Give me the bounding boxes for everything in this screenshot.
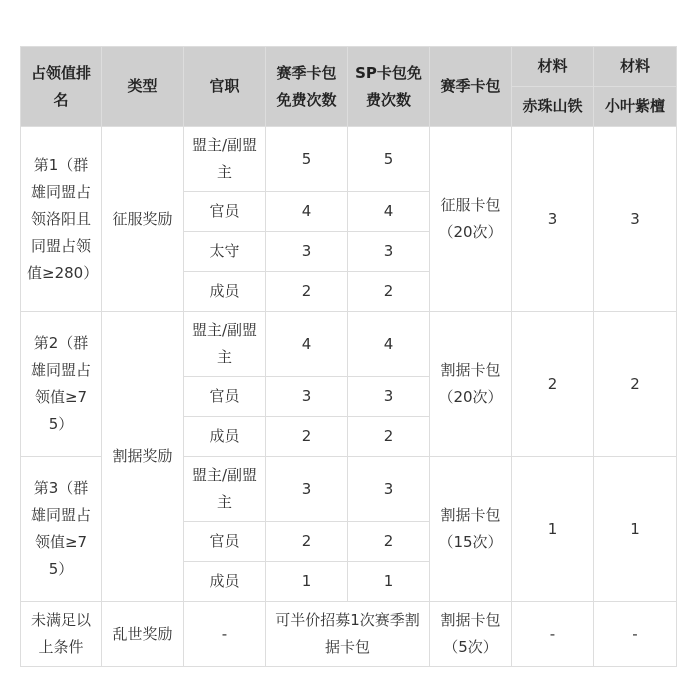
material-xiaoye-cell: 1 bbox=[594, 457, 677, 602]
season-free-cell: 2 bbox=[266, 272, 348, 312]
position-cell: 成员 bbox=[184, 562, 266, 602]
position-cell: 盟主/副盟主 bbox=[184, 457, 266, 522]
sp-free-cell: 3 bbox=[348, 377, 430, 417]
position-cell: 盟主/副盟主 bbox=[184, 312, 266, 377]
season-free-cell: 3 bbox=[266, 232, 348, 272]
header-season-free: 赛季卡包免费次数 bbox=[266, 47, 348, 127]
rank-cell: 第1（群雄同盟占领洛阳且同盟占领值≥280） bbox=[21, 127, 102, 312]
season-free-cell: 2 bbox=[266, 417, 348, 457]
free-times-cell: 可半价招募1次赛季割据卡包 bbox=[266, 602, 430, 667]
season-free-cell: 2 bbox=[266, 522, 348, 562]
position-cell: 官员 bbox=[184, 522, 266, 562]
sp-free-cell: 3 bbox=[348, 457, 430, 522]
position-cell: 盟主/副盟主 bbox=[184, 127, 266, 192]
position-cell: 官员 bbox=[184, 377, 266, 417]
material-xiaoye-cell: - bbox=[594, 602, 677, 667]
position-cell: 太守 bbox=[184, 232, 266, 272]
sp-free-cell: 1 bbox=[348, 562, 430, 602]
header-material-2: 材料 bbox=[594, 47, 677, 87]
season-pack-cell: 割据卡包（15次） bbox=[430, 457, 512, 602]
season-free-cell: 5 bbox=[266, 127, 348, 192]
table-row bbox=[21, 127, 677, 192]
season-free-cell: 3 bbox=[266, 377, 348, 417]
rank-cell: 第2（群雄同盟占领值≥75） bbox=[21, 312, 102, 457]
position-cell: 成员 bbox=[184, 417, 266, 457]
sp-free-cell: 2 bbox=[348, 417, 430, 457]
material-xiaoye-cell: 2 bbox=[594, 312, 677, 457]
season-pack-cell: 割据卡包（20次） bbox=[430, 312, 512, 457]
type-cell: 征服奖励 bbox=[102, 127, 184, 312]
position-cell: 成员 bbox=[184, 272, 266, 312]
type-cell: 乱世奖励 bbox=[102, 602, 184, 667]
season-pack-cell: 征服卡包（20次） bbox=[430, 127, 512, 312]
rank-cell: 未满足以上条件 bbox=[21, 602, 102, 667]
sp-free-cell: 4 bbox=[348, 312, 430, 377]
header-position: 官职 bbox=[184, 47, 266, 127]
season-free-cell: 4 bbox=[266, 192, 348, 232]
position-cell: 官员 bbox=[184, 192, 266, 232]
material-chizhu-cell: 2 bbox=[512, 312, 594, 457]
material-xiaoye-cell: 3 bbox=[594, 127, 677, 312]
season-free-cell: 4 bbox=[266, 312, 348, 377]
sp-free-cell: 4 bbox=[348, 192, 430, 232]
sp-free-cell: 2 bbox=[348, 522, 430, 562]
sp-free-cell: 2 bbox=[348, 272, 430, 312]
season-pack-cell: 割据卡包（5次） bbox=[430, 602, 512, 667]
reward-table bbox=[20, 46, 677, 667]
material-chizhu-cell: - bbox=[512, 602, 594, 667]
position-cell: - bbox=[184, 602, 266, 667]
season-free-cell: 1 bbox=[266, 562, 348, 602]
header-material-chizhu: 赤珠山铁 bbox=[512, 87, 594, 127]
header-material-xiaoye: 小叶紫檀 bbox=[594, 87, 677, 127]
header-type: 类型 bbox=[102, 47, 184, 127]
sp-free-cell: 5 bbox=[348, 127, 430, 192]
table-row bbox=[21, 602, 677, 667]
header-sp-free: SP卡包免费次数 bbox=[348, 47, 430, 127]
header-season-pack: 赛季卡包 bbox=[430, 47, 512, 127]
header-rank: 占领值排名 bbox=[21, 47, 102, 127]
header-material-1: 材料 bbox=[512, 47, 594, 87]
table-row bbox=[21, 312, 677, 377]
material-chizhu-cell: 3 bbox=[512, 127, 594, 312]
season-free-cell: 3 bbox=[266, 457, 348, 522]
type-cell: 割据奖励 bbox=[102, 312, 184, 602]
rank-cell: 第3（群雄同盟占领值≥75） bbox=[21, 457, 102, 602]
sp-free-cell: 3 bbox=[348, 232, 430, 272]
material-chizhu-cell: 1 bbox=[512, 457, 594, 602]
